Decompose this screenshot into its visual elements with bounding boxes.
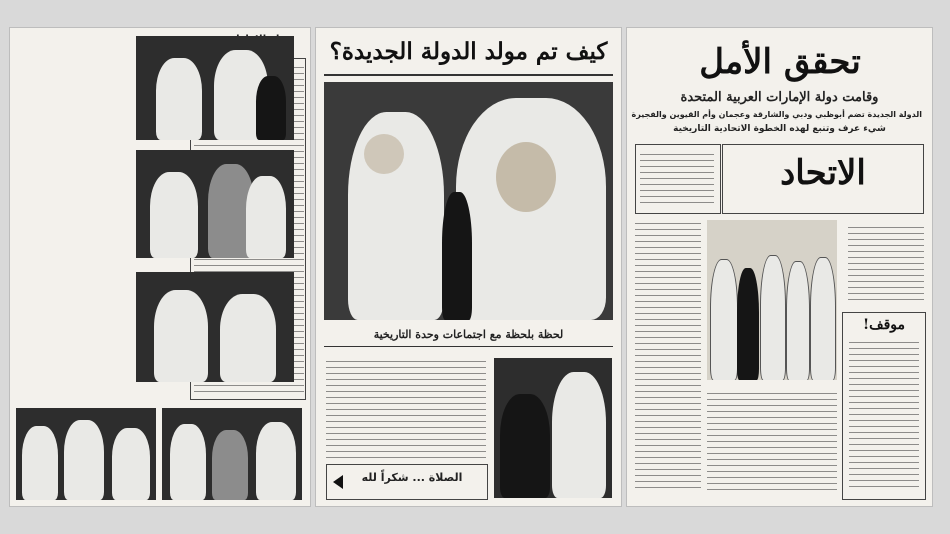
left-page bbox=[10, 28, 310, 506]
arrow-left-icon bbox=[333, 475, 343, 489]
middle-main-photo bbox=[324, 82, 613, 320]
right-main-photo bbox=[707, 220, 837, 380]
left-photo-2 bbox=[136, 150, 294, 258]
right-photo-side-text bbox=[848, 224, 924, 304]
middle-bottom-box bbox=[326, 464, 488, 500]
left-photo-3 bbox=[136, 272, 294, 382]
middle-subhead-rule bbox=[324, 346, 613, 347]
left-photo-bottom-1 bbox=[16, 408, 156, 500]
middle-headline-rule bbox=[324, 74, 613, 76]
right-subhead-3: شيء عرف وتنبع لهذه الخطوة الاتحادية التاريخية bbox=[673, 124, 886, 134]
newspaper-spread bbox=[0, 28, 950, 506]
middle-article-text bbox=[326, 358, 486, 458]
right-text-column-1 bbox=[635, 220, 701, 490]
right-subhead-1: وقامت دولة الإمارات العربية المتحدة bbox=[680, 90, 879, 105]
middle-page bbox=[316, 28, 621, 506]
middle-bottom-box-text: الصلاة ... شكراً لله bbox=[361, 471, 463, 484]
right-subhead-2: الدولة الجديدة تضم أبوظبي ودبي والشارقة وعجمان وأم القيوين والفجيرة bbox=[631, 110, 922, 119]
right-opinion-box bbox=[842, 312, 926, 500]
right-text-column-2 bbox=[707, 390, 837, 494]
middle-subhead: لحظة بلحظة مع اجتماعات وحدة التاريخية bbox=[373, 328, 564, 341]
left-photo-bottom-2 bbox=[162, 408, 302, 500]
right-opinion-title: موقف! bbox=[862, 317, 906, 333]
right-headline: تحقق الأمل bbox=[699, 42, 861, 82]
middle-small-photo bbox=[494, 358, 612, 498]
middle-headline: كيف تم مولد الدولة الجديدة؟ bbox=[329, 38, 608, 65]
masthead: الاتحاد bbox=[780, 153, 866, 193]
left-photo-1 bbox=[136, 36, 294, 140]
right-page bbox=[627, 28, 932, 506]
masthead-side-box bbox=[635, 144, 721, 214]
masthead-box bbox=[722, 144, 924, 214]
